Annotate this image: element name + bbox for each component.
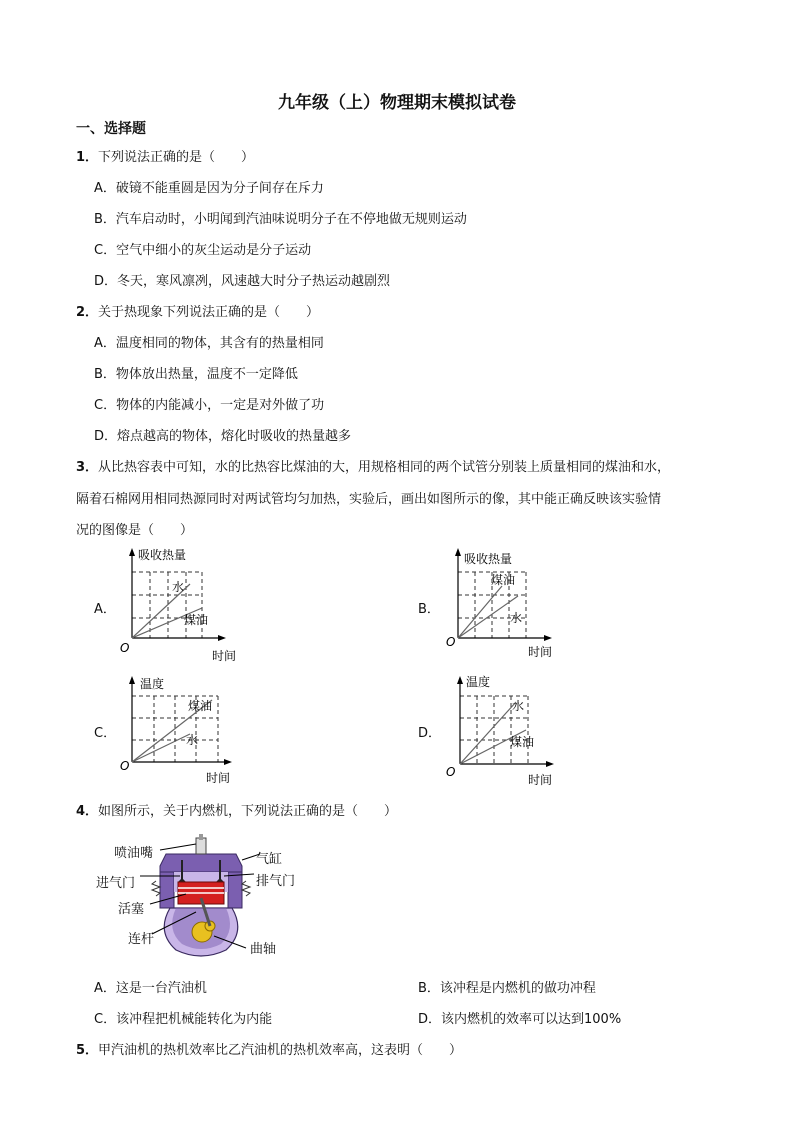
question-stem: 如图所示，关于内燃机，下列说法正确的是（ ） (98, 804, 398, 819)
series-lower-line (132, 734, 190, 762)
series-lower-label: 水 (510, 611, 523, 625)
engine-label-crankshaft: 曲轴 (250, 942, 277, 957)
q1-option-b[interactable]: B．汽车启动时，小明闻到汽油味说明分子在不停地做无规则运动 (94, 212, 467, 227)
y-axis-label: 吸收热量 (138, 548, 187, 562)
question-3 (76, 456, 670, 475)
q1-option-d[interactable]: D．冬天，寒风凛冽，风速越大时分子热运动越剧烈 (94, 274, 391, 289)
series-upper-label: 水 (512, 699, 525, 713)
question-number: 3． (76, 460, 99, 475)
x-axis-label: 时间 (206, 771, 231, 785)
question-3-line2: 隔着石棉网用相同热源同时对两试管均匀加热，实验后，画出如图所示的像，其中能正确反映该实验情 (76, 492, 662, 507)
question-number: 2． (76, 305, 99, 320)
y-axis-label: 吸收热量 (464, 552, 513, 566)
cylinder-head (160, 854, 242, 872)
x-axis-label: 时间 (528, 645, 553, 659)
origin-label: O (446, 765, 456, 779)
question-stem-line1: 从比热容表中可知，水的比热容比煤油的大，用规格相同的两个试管分别装上质量相同的煤油和水， (98, 460, 671, 475)
q4-option-b[interactable]: B．该冲程是内燃机的做功冲程 (418, 981, 596, 996)
origin-label: O (120, 759, 130, 773)
page-title: 九年级（上）物理期末模拟试卷 (278, 93, 516, 113)
q4-option-d[interactable]: D．该内燃机的效率可以达到100% (418, 1012, 622, 1027)
engine-label-intake-valve: 进气门 (96, 876, 136, 891)
engine-label-nozzle: 喷油嘴 (114, 846, 154, 861)
q2-option-c[interactable]: C．物体的内能减小，一定是对外做了功 (94, 398, 325, 413)
series-upper-label: 煤油 (491, 573, 516, 587)
q4-option-a[interactable]: A．这是一台汽油机 (94, 981, 207, 996)
q3-option-b-label[interactable]: B． (418, 602, 440, 617)
engine-label-connecting-rod: 连杆 (128, 932, 155, 947)
q2-option-b[interactable]: B．物体放出热量，温度不一定降低 (94, 367, 298, 382)
question-stem: 甲汽油机的热机效率比乙汽油机的热机效率高，这表明（ ） (98, 1043, 463, 1058)
series-lower-label: 煤油 (510, 735, 535, 749)
question-4 (76, 800, 397, 819)
series-upper-label: 煤油 (188, 699, 213, 713)
engine-label-piston: 活塞 (118, 902, 145, 917)
origin-label: O (446, 635, 456, 649)
question-2 (76, 301, 319, 320)
origin-label: O (120, 641, 130, 655)
q2-option-d[interactable]: D．熔点越高的物体，熔化时吸收的热量越多 (94, 429, 352, 444)
y-axis-label: 温度 (466, 675, 491, 689)
section-heading: 一、选择题 (76, 121, 146, 137)
series-upper-label: 水 (172, 580, 185, 594)
question-number: 1． (76, 150, 99, 165)
series-lower-label: 煤油 (184, 613, 209, 627)
q1-option-c[interactable]: C．空气中细小的灰尘运动是分子运动 (94, 243, 312, 258)
engine-label-cylinder: 气缸 (256, 852, 283, 867)
question-5 (76, 1039, 462, 1058)
q2-option-a[interactable]: A．温度相同的物体，其含有的热量相同 (94, 336, 324, 351)
question-1 (76, 146, 254, 165)
x-axis-label: 时间 (528, 773, 553, 787)
series-lower-label: 水 (186, 733, 199, 747)
q3-option-c-label[interactable]: C． (94, 726, 117, 741)
question-stem: 关于热现象下列说法正确的是（ ） (98, 305, 320, 320)
question-3-line3: 况的图像是（ ） (76, 523, 194, 538)
nozzle-shape (196, 838, 206, 854)
y-axis-label: 温度 (140, 677, 165, 691)
q4-option-c[interactable]: C．该冲程把机械能转化为内能 (94, 1012, 273, 1027)
q3-graph-b (444, 546, 574, 666)
question-stem: 下列说法正确的是（ ） (98, 150, 255, 165)
series-upper-line (460, 702, 516, 764)
q3-option-a-label[interactable]: A． (94, 602, 116, 617)
cylinder-wall-right (228, 872, 242, 908)
q3-graph-a (118, 546, 248, 666)
q3-graph-c (118, 672, 248, 792)
question-number: 4． (76, 804, 99, 819)
x-axis-label: 时间 (212, 649, 237, 663)
q3-option-d-label[interactable]: D． (418, 726, 442, 741)
question-number: 5． (76, 1043, 99, 1058)
q3-graph-d (446, 672, 576, 792)
cylinder-wall-left (160, 872, 174, 908)
engine-label-exhaust-valve: 排气门 (256, 874, 296, 889)
q1-option-a[interactable]: A．破镜不能重圆是因为分子间存在斥力 (94, 181, 324, 196)
